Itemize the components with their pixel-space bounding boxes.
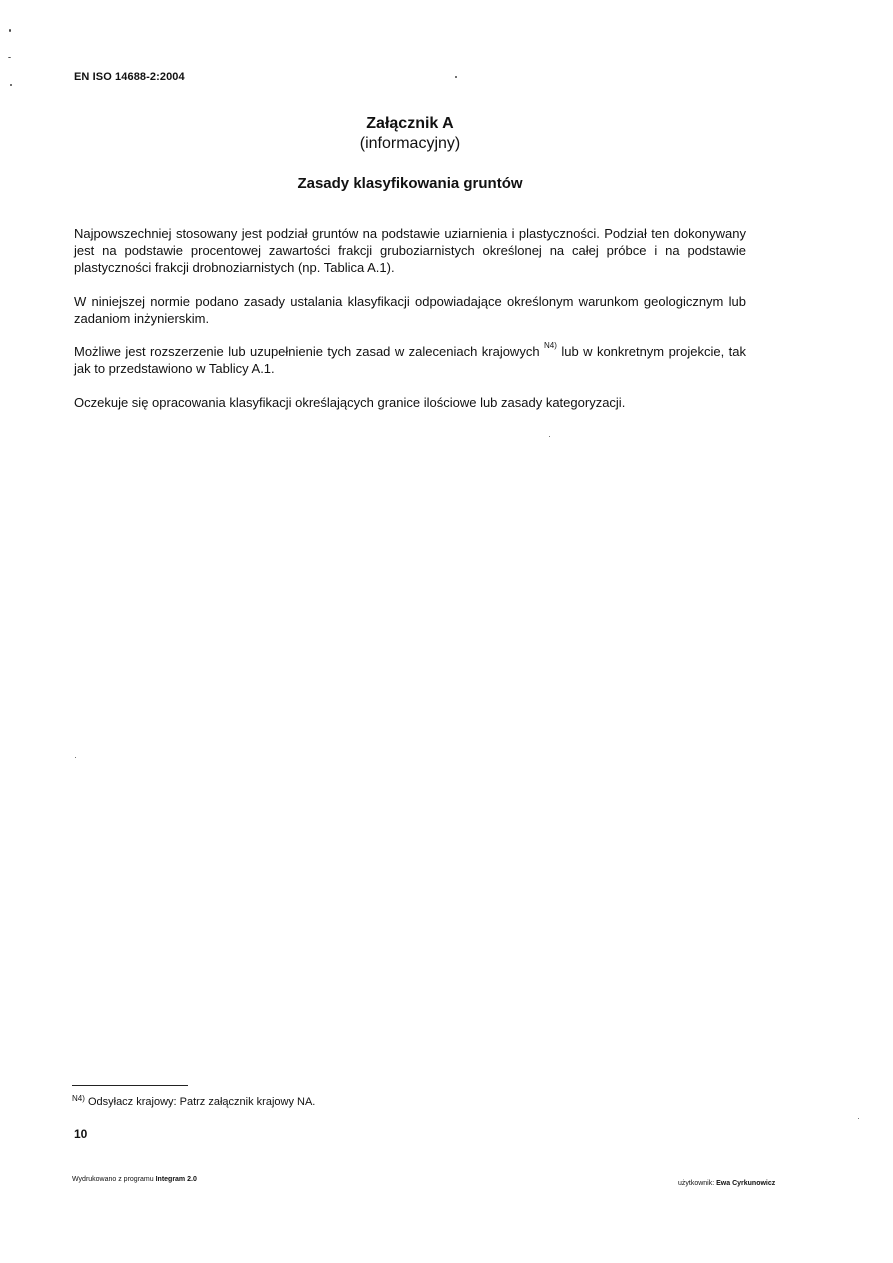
scan-speck — [549, 436, 550, 437]
footnote-divider — [72, 1085, 188, 1086]
user-prefix: użytkownik: — [678, 1180, 717, 1187]
user-name: Ewa Cyrkunowicz — [716, 1180, 776, 1187]
footnote-reference[interactable]: N4) — [544, 341, 557, 350]
document-id: EN ISO 14688-2:2004 — [74, 71, 185, 83]
printed-by-line — [72, 1176, 197, 1183]
footnote-marker: N4) — [72, 1094, 85, 1103]
scan-speck — [10, 84, 12, 86]
section-title: Zasady klasyfikowania gruntów — [297, 175, 523, 192]
paragraph-3-start: Możliwe jest rozszerzenie lub uzupełnienie tych zasad w zaleceniach krajowych — [74, 344, 544, 359]
annex-subtitle: (informacyjny) — [359, 135, 461, 152]
footnote — [72, 1096, 315, 1108]
paragraph-3 — [74, 343, 746, 377]
user-line — [678, 1180, 775, 1187]
scan-speck — [858, 1118, 859, 1119]
paragraph-3-end: lub w konkretnym projekcie, tak jak to przedstawiono w Tablicy A.1. — [74, 344, 746, 376]
paragraph-2: W niniejszej normie podano zasady ustalania klasyfikacji odpowiadające określonym warunkom geologicznym lub zadaniom inżynierskim. — [74, 294, 746, 326]
scan-speck — [8, 57, 11, 58]
program-name: Integram 2.0 — [155, 1176, 197, 1183]
footnote-text: Odsyłacz krajowy: Patrz załącznik krajowy NA. — [84, 1096, 316, 1108]
printed-by-prefix: Wydrukowano z programu — [72, 1176, 156, 1183]
paragraph-1: Najpowszechniej stosowany jest podział gruntów na podstawie uziarnienia i plastyczności. Podział ten dokonywany jest na podstawie procentowej zawartości frakcji gruboziarnistych określonej na całej próbce i na podstawie plastyczności frakcji drobnoziarnistych (np. Tablica A.1). — [74, 226, 746, 275]
scan-speck — [9, 29, 11, 32]
scan-speck — [75, 757, 76, 758]
paragraph-4: Oczekuje się opracowania klasyfikacji określających granice ilościowe lub zasady kategoryzacji. — [74, 395, 626, 410]
annex-title: Załącznik A — [366, 115, 454, 132]
scan-speck — [455, 76, 457, 78]
page-number: 10 — [74, 1127, 88, 1141]
